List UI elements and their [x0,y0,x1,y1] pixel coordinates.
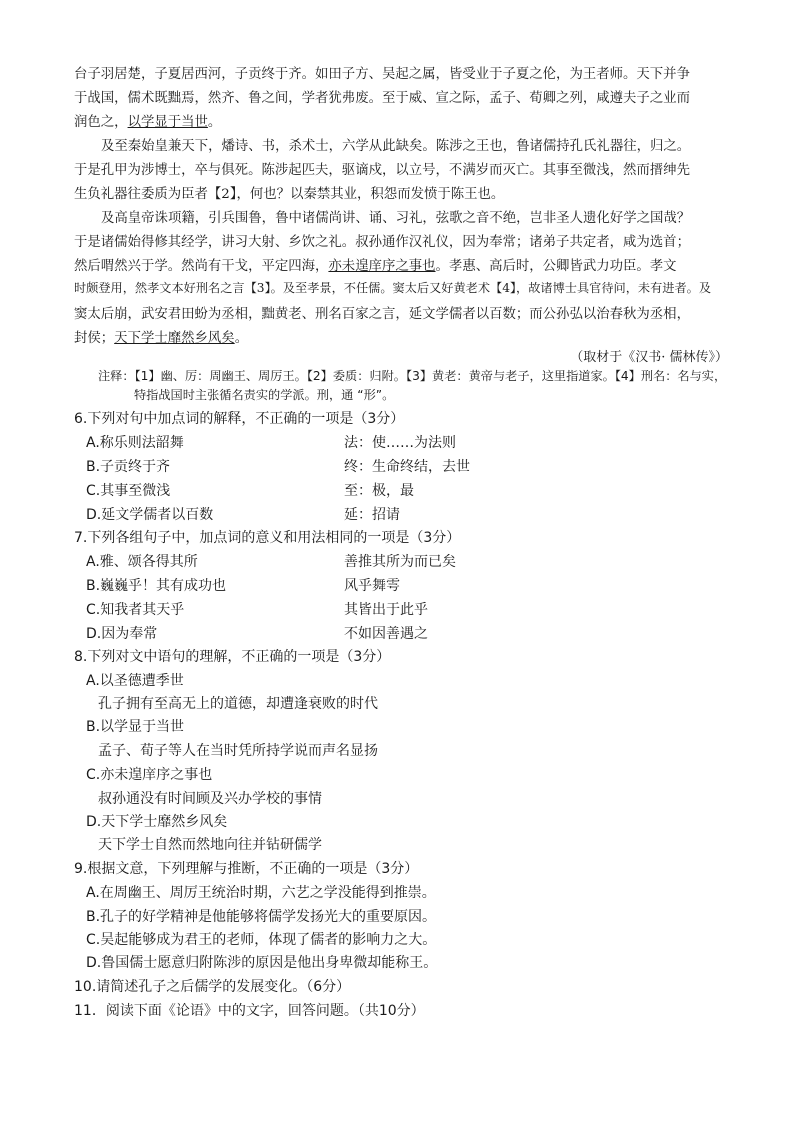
question-7-stem: 7.下列各组句子中，加点词的意义和用法相同的一项是（3分） [74,530,461,546]
passage-line: 于是孔甲为涉博士，卒与俱死。陈涉起匹夫，驱谪戍，以立号，不满岁而灭亡。其事至微浅，然而搢绅先 [74,163,690,178]
option-b-explanation: 孟子、荀子等人在当时凭所持学说而声名显扬 [98,743,378,759]
passage-line: 生负礼器往委质为臣者【2】，何也？以秦禁其业，积怨而发愤于陈王也。 [74,187,505,202]
option-d: D.因为奉常 [86,626,158,642]
question-11: 11．阅读下面《论语》中的文字，回答问题。（共10分） [74,1003,425,1019]
question-6-stem: 6.下列对句中加点词的解释，不正确的一项是（3分） [74,411,405,427]
option-d: D.鲁国儒士愿意归附陈涉的原因是他出身卑微却能称王。 [86,955,438,971]
option-d-pair: 不如因善遇之 [344,626,428,642]
passage-text: 然后喟然兴于学。然尚有干戈，平定四海， [74,259,329,274]
option-b: B.子贡终于齐 [86,459,171,475]
option-c-pair: 其皆出于此乎 [344,602,428,618]
underlined-phrase: 天下学士靡然乡风矣 [114,331,235,346]
option-b-explanation: 终：生命终结，去世 [344,459,470,475]
passage-text: 润色之， [74,115,128,130]
question-9-stem: 9.根据文意，下列理解与推断，不正确的一项是（3分） [74,861,419,877]
option-a: A.雅、颂各得其所 [86,554,198,570]
option-d-explanation: 天下学士自然而然地向往并钻研儒学 [98,837,322,853]
passage-text: 。孝惠、高后时，公卿皆武力功臣。孝文 [435,259,677,274]
option-b: B.孔子的好学精神是他能够将儒学发扬光大的重要原因。 [86,909,437,925]
passage-text: 封侯； [74,331,115,346]
source-citation: （取材于《汉书· 儒林传》） [570,350,728,365]
passage-line [74,255,677,274]
question-8-stem: 8.下列对文中语句的理解，不正确的一项是（3分） [74,649,391,665]
option-c-explanation: 叔孙通没有时间顾及兴办学校的事情 [98,791,322,807]
passage-line [74,111,221,130]
underlined-phrase: 以学显于当世 [127,115,208,130]
option-c: C.其事至微浅 [86,483,171,499]
question-10: 10.请简述孔子之后儒学的发展变化。（6分） [74,979,351,995]
passage-line [74,327,248,346]
option-a-explanation: 孔子拥有至高无上的道德，却遭逢衰败的时代 [98,696,378,712]
option-d-explanation: 延：招请 [344,507,400,523]
passage-text: 。 [234,331,249,346]
option-a: A.在周幽王、周厉王统治时期，六艺之学没能得到推崇。 [86,885,436,901]
passage-line: 及至秦始皇兼天下，燔诗、书，杀术士，六学从此缺矣。陈涉之王也，鲁诸儒持孔氏礼器往，归之。 [101,139,691,154]
option-b: B.以学显于当世 [86,719,185,735]
option-c-explanation: 至：极，最 [344,483,414,499]
option-d: D.天下学士靡然乡风矣 [86,814,228,830]
passage-line: 于战国，儒术既黜焉，然齐、鲁之间，学者犹弗废。至于威、宣之际，孟子、荀卿之列，咸遵夫子之业而 [74,91,690,106]
option-a-pair: 善推其所为而已矣 [344,554,456,570]
passage-line: 时颇登用，然孝文本好刑名之言【3】。及至孝景，不任儒。窦太后又好黄老术【4】，故诸博士具官待问，未有进者。及 [74,281,712,295]
option-b-pair: 风乎舞雩 [344,578,400,594]
passage-line: 台子羽居楚，子夏居西河，子贡终于齐。如田子方、吴起之属，皆受业于子夏之伦，为王者师。天下并争 [74,67,690,82]
passage-line: 及高皇帝诛项籍，引兵围鲁，鲁中诸儒尚讲、诵、习礼，弦歌之音不绝，岂非圣人遗化好学之国哉？ [101,211,691,226]
option-a-explanation: 法：使……为法则 [344,435,456,451]
option-d: D.延文学儒者以百数 [86,507,214,523]
footnote-line: 注释：【1】幽、厉：周幽王、周厉王。【2】委质：归附。【3】黄老：黄帝与老子，这里指道家。【4】刑名：名与实， [98,369,727,383]
passage-line: 窦太后崩，武安君田蚡为丞相，黜黄老、刑名百家之言，延文学儒者以百数；而公孙弘以治春秋为丞相， [74,307,690,322]
option-c: C.知我者其天乎 [86,602,185,618]
underlined-phrase: 亦未遑庠序之事也 [328,259,436,274]
option-a: A.称乐则法韶舞 [86,435,184,451]
passage-text: 。 [207,115,222,130]
option-a: A.以圣德遭季世 [86,673,184,689]
option-c: C.亦未遑庠序之事也 [86,767,213,783]
option-b: B.巍巍乎！其有成功也 [86,578,227,594]
footnote-line: 特指战国时主张循名责实的学派。刑，通 “形”。 [134,388,395,402]
option-c: C.吴起能够成为君王的老师，体现了儒者的影响力之大。 [86,932,437,948]
passage-line: 于是诸儒始得修其经学，讲习大射、乡饮之礼。叔孙通作汉礼仪，因为奉常；诸弟子共定者，咸为选首； [74,235,690,250]
